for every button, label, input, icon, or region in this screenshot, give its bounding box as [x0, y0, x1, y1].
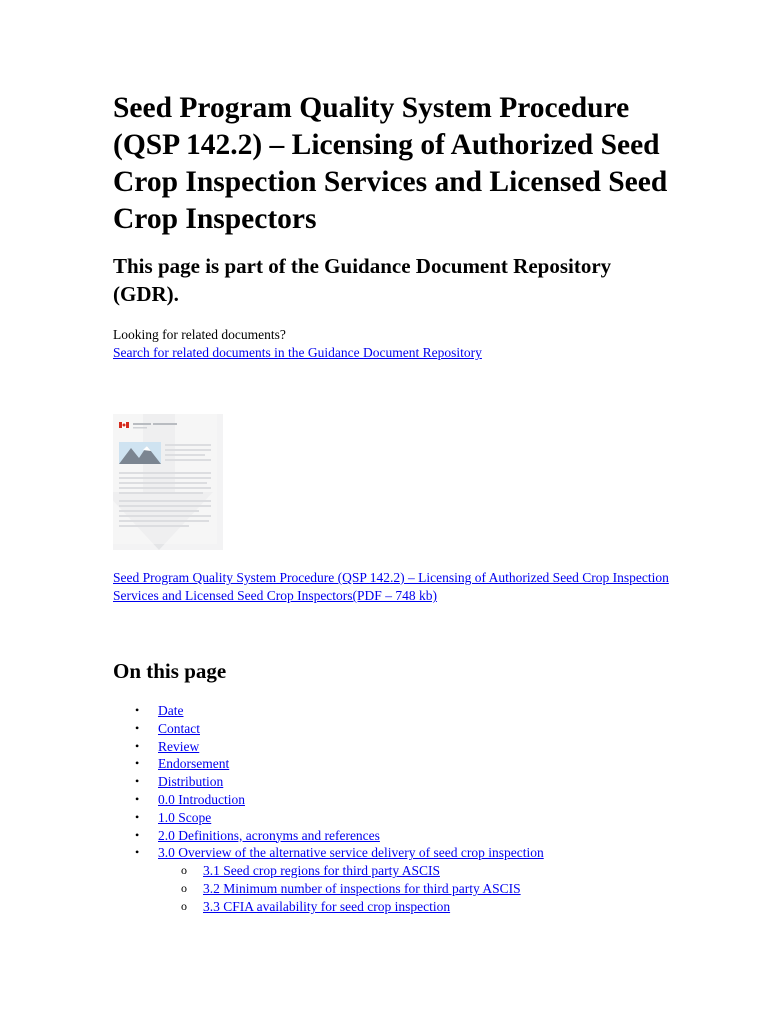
toc-link-review[interactable]: Review	[158, 738, 200, 754]
toc-link-minimum-inspections[interactable]: 3.2 Minimum number of inspections for third party ASCIS	[203, 880, 521, 896]
toc-item	[113, 702, 713, 720]
pdf-download-thumbnail-icon[interactable]	[113, 414, 223, 550]
related-documents-question: Looking for related documents?	[113, 327, 286, 342]
toc-item	[113, 755, 713, 773]
toc-item	[113, 809, 713, 827]
toc-link-distribution[interactable]: Distribution	[158, 774, 224, 790]
toc-link-date[interactable]: Date	[158, 703, 184, 718]
toc-link-seed-crop-regions[interactable]: 3.1 Seed crop regions for third party ASCIS	[203, 863, 440, 879]
toc-link-cfia-availability[interactable]: 3.3 CFIA availability for seed crop inspection	[203, 898, 451, 914]
toc-subitem	[158, 880, 713, 898]
bullet-icon: •	[135, 756, 140, 771]
toc-subitem	[158, 898, 713, 916]
toc-heading: On this page	[113, 659, 227, 683]
related-documents-link[interactable]: Search for related documents in the Guidance Document Repository	[113, 345, 482, 360]
toc-item	[113, 773, 713, 791]
bullet-icon: •	[135, 738, 140, 753]
toc-item	[113, 844, 713, 915]
bullet-icon: •	[135, 791, 140, 806]
pdf-thumbnail-graphic	[113, 414, 223, 550]
bullet-icon: •	[135, 809, 140, 824]
pdf-download-link[interactable]: Seed Program Quality System Procedure (QSP 142.2) – Licensing of Authorized Seed Crop Inspection Services and Licensed Seed Crop Inspectors(PDF – 748 kb)	[113, 570, 669, 603]
toc-link-definitions[interactable]: 2.0 Definitions, acronyms and references	[158, 827, 380, 843]
bullet-icon: •	[135, 720, 140, 735]
toc-link-contact[interactable]: Contact	[158, 720, 200, 736]
bullet-icon: •	[135, 845, 140, 860]
toc-list	[113, 702, 713, 916]
circle-bullet-icon: o	[181, 880, 187, 895]
circle-bullet-icon: o	[181, 898, 187, 913]
circle-bullet-icon: o	[181, 863, 187, 878]
toc-item	[113, 738, 713, 756]
toc-item	[113, 720, 713, 738]
gdr-notice: This page is part of the Guidance Document Repository (GDR).	[113, 254, 612, 306]
toc-subitem	[158, 862, 713, 880]
page-title: Seed Program Quality System Procedure (QSP 142.2) – Licensing of Authorized Seed Crop Inspection Services and Licensed Seed Crop Inspectors	[113, 92, 668, 235]
toc-item	[113, 827, 713, 845]
bullet-icon: •	[135, 774, 140, 789]
bullet-icon: •	[135, 827, 140, 842]
toc-link-endorsement[interactable]: Endorsement	[158, 756, 230, 772]
toc-item	[113, 791, 713, 809]
toc-link-introduction[interactable]: 0.0 Introduction	[158, 791, 245, 807]
toc-link-scope[interactable]: 1.0 Scope	[158, 809, 212, 825]
toc-link-overview[interactable]: 3.0 Overview of the alternative service delivery of seed crop inspection	[158, 845, 544, 861]
toc-sublist	[158, 862, 713, 915]
bullet-icon: •	[135, 703, 140, 717]
